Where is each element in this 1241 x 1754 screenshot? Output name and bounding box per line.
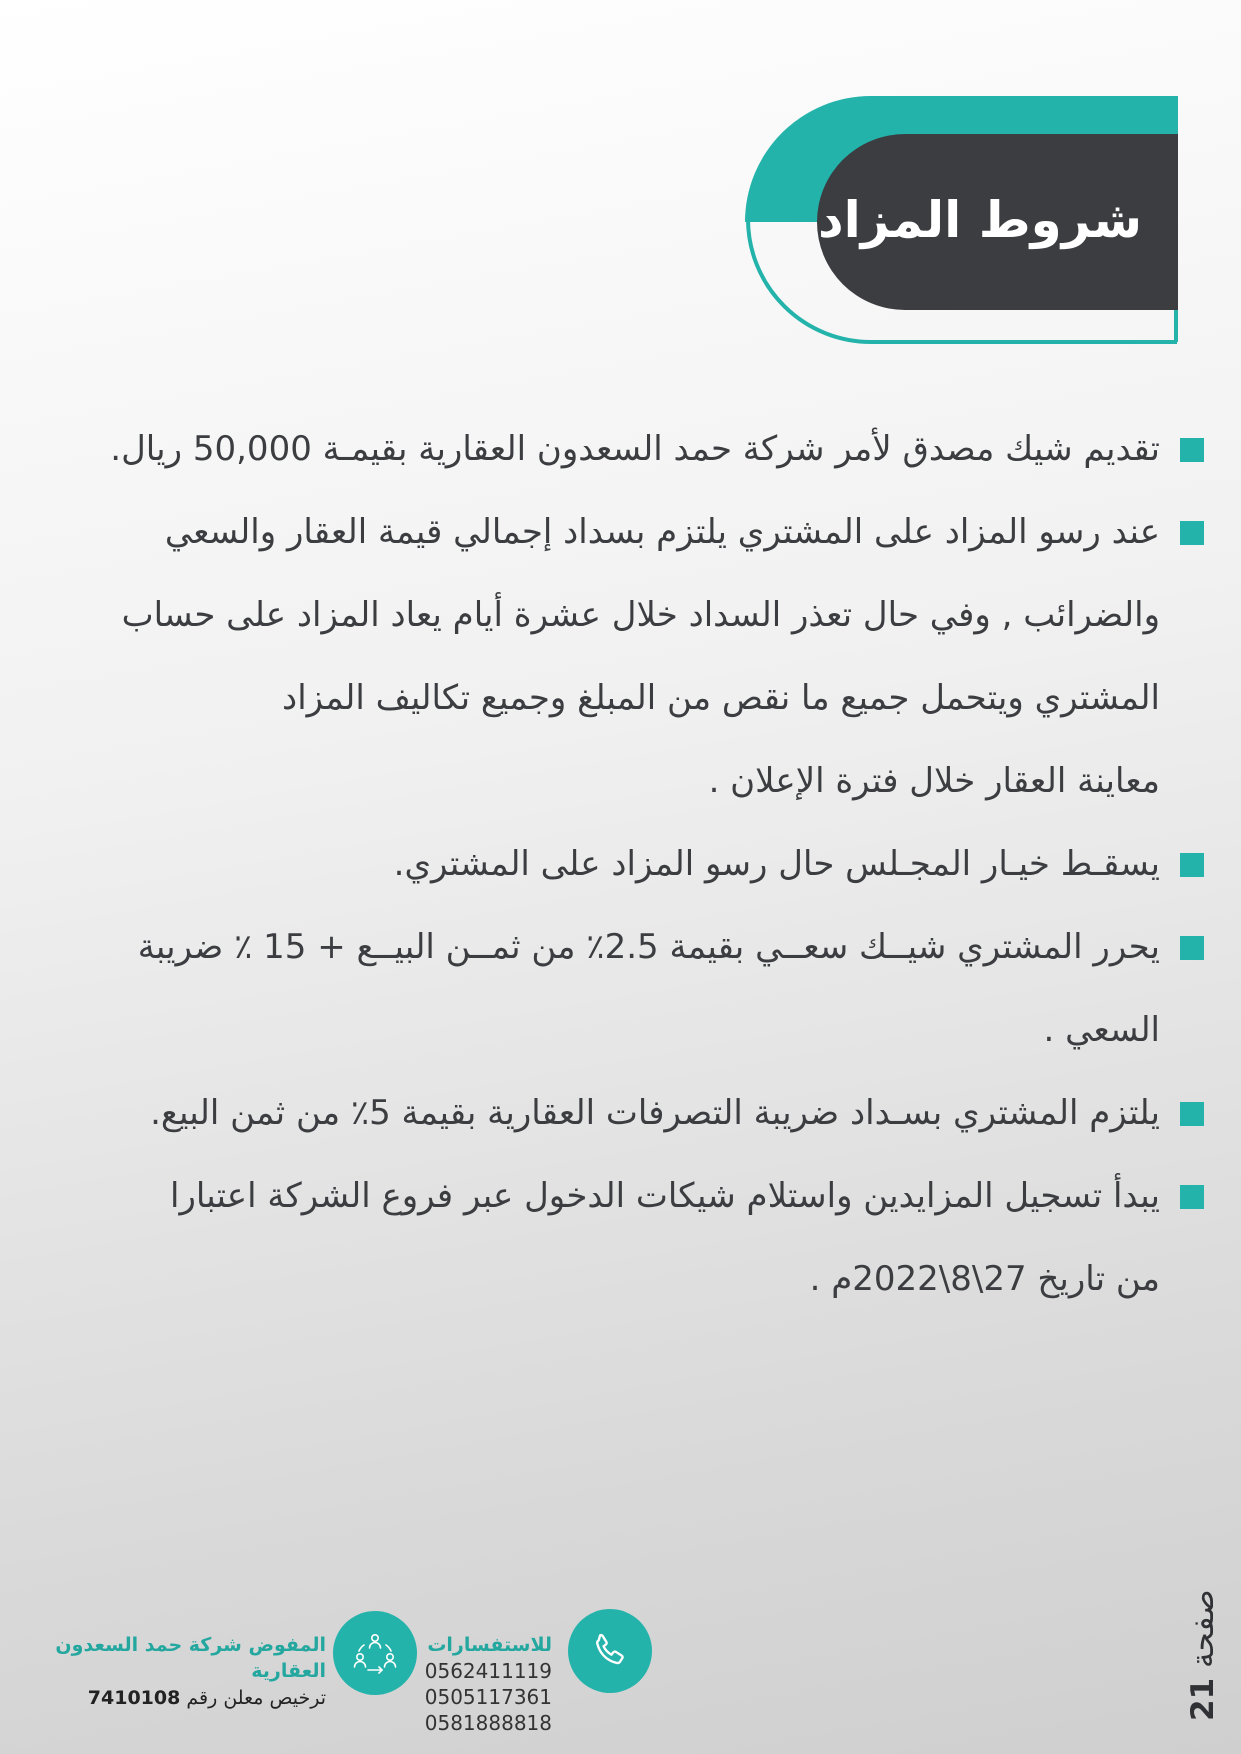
square-bullet-icon — [1180, 521, 1204, 545]
contact-title: للاستفسارات — [427, 1634, 552, 1656]
term-item — [36, 408, 1204, 491]
term-line: يبدأ تسجيل المزايدين واستلام شيكات الدخول عبر فروع الشركة اعتبارا — [170, 1176, 1160, 1216]
phone-number[interactable]: 0562411119 — [424, 1659, 552, 1683]
term-item — [36, 1072, 1204, 1155]
agent-badge — [333, 1611, 417, 1695]
term-line: والضرائب , وفي حال تعذر السداد خلال عشرة أيام يعاد المزاد على حساب — [121, 595, 1160, 635]
term-line: يلتزم المشتري بسـداد ضريبة التصرفات العقارية بقيمة 5٪ من ثمن البيع. — [150, 1093, 1160, 1133]
contact-block — [400, 1632, 552, 1736]
term-item — [36, 823, 1204, 906]
license-label: ترخيص معلن رقم — [186, 1687, 326, 1709]
phone-icon — [588, 1629, 632, 1673]
square-bullet-icon — [1180, 853, 1204, 877]
square-bullet-icon — [1180, 1185, 1204, 1209]
term-line: السعي . — [1043, 1010, 1160, 1050]
term-item — [36, 1155, 1204, 1321]
term-line: يسقـط خيـار المجـلس حال رسو المزاد على المشتري. — [393, 844, 1160, 884]
term-line: من تاريخ 27\8\2022م . — [809, 1259, 1160, 1299]
people-network-icon — [349, 1627, 401, 1679]
page-number-label — [1168, 1585, 1238, 1725]
term-line: تقديم شيك مصدق لأمر شركة حمد السعدون العقارية بقيمـة 50,000 ريال. — [110, 429, 1160, 469]
square-bullet-icon — [1180, 438, 1204, 462]
square-bullet-icon — [1180, 936, 1204, 960]
agent-title: المفوض شركة حمد السعدون العقارية — [55, 1634, 326, 1682]
term-item — [36, 491, 1204, 823]
phone-button[interactable] — [568, 1609, 652, 1693]
page-title: شروط المزاد — [817, 191, 1143, 249]
term-line: معاينة العقار خلال فترة الإعلان . — [708, 761, 1160, 801]
term-item — [36, 906, 1204, 1072]
term-line: يحرر المشتري شيــك سعــي بقيمة 2.5٪ من ثمــن البيــع + 15 ٪ ضريبة — [137, 927, 1160, 967]
page-number: 21 — [1185, 1677, 1221, 1721]
phone-number[interactable]: 0581888818 — [424, 1711, 552, 1735]
term-line: عند رسو المزاد على المشتري يلتزم بسداد إجمالي قيمة العقار والسعي — [164, 512, 1160, 552]
license-line — [10, 1684, 326, 1712]
terms-list — [36, 408, 1204, 1321]
agent-block — [10, 1632, 326, 1712]
license-number: 7410108 — [87, 1687, 181, 1709]
square-bullet-icon — [1180, 1102, 1204, 1126]
page-word: صفحة — [1185, 1589, 1221, 1668]
phone-number[interactable]: 0505117361 — [424, 1685, 552, 1709]
term-line: المشتري ويتحمل جميع ما نقص من المبلغ وجميع تكاليف المزاد — [282, 678, 1160, 718]
